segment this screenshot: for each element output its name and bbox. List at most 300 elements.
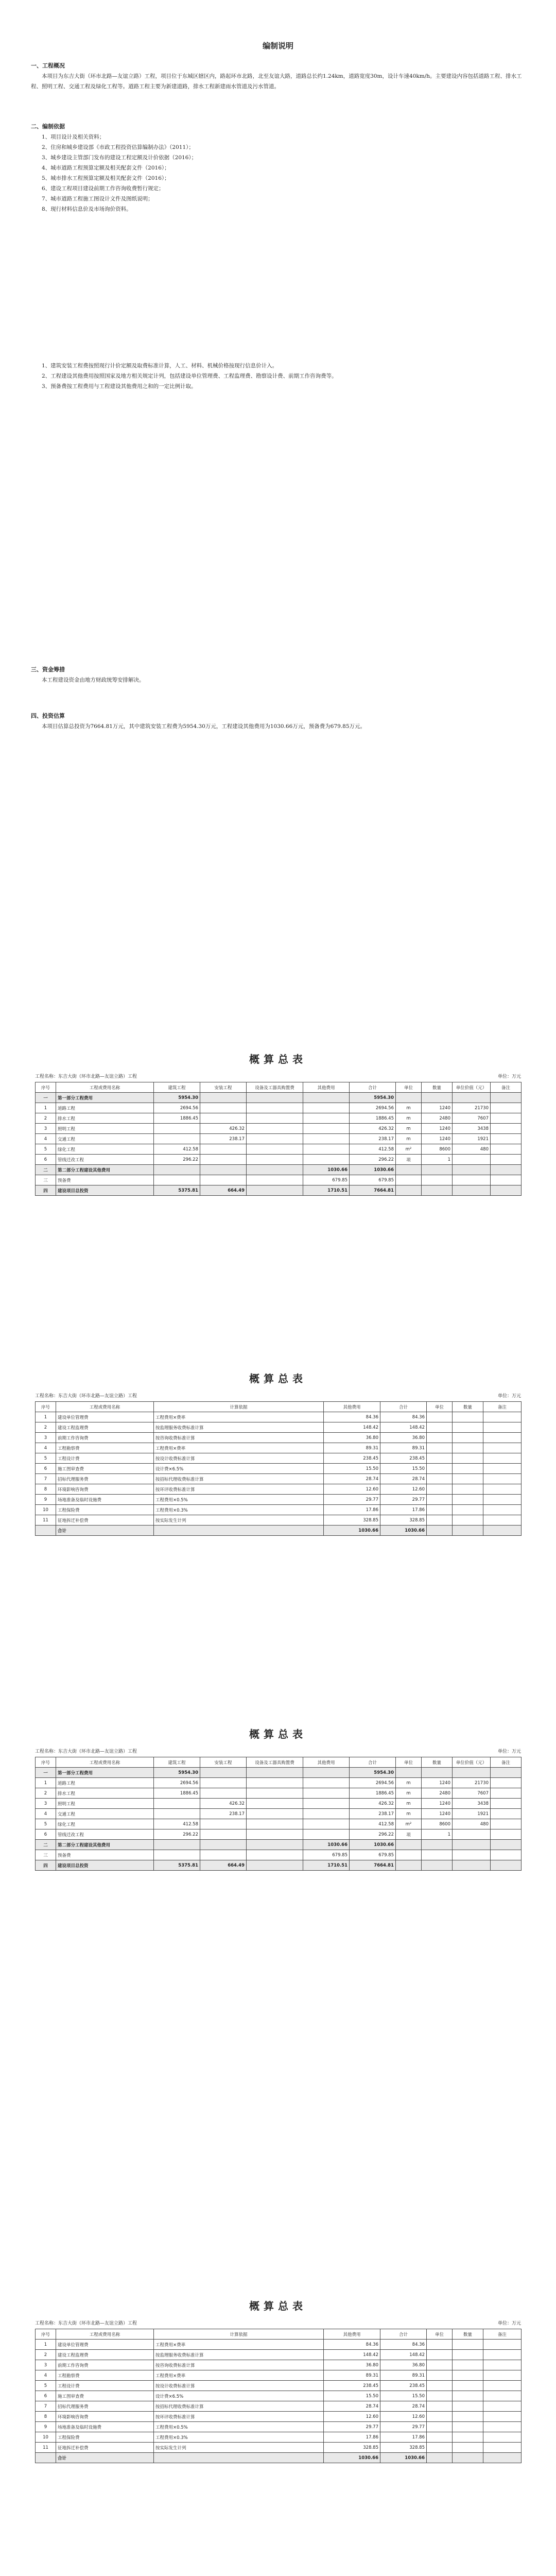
table-cell: 第一部分工程费用: [56, 1768, 154, 1778]
table-cell: 预备费: [56, 1175, 154, 1185]
table-cell: [491, 1788, 522, 1799]
table-cell: 2: [36, 1113, 56, 1124]
section-notes: [31, 361, 525, 392]
table-cell: 238.45: [324, 2381, 380, 2391]
table-cell: [453, 1165, 491, 1175]
table-cell: 工程费用×0.5%: [154, 2422, 324, 2432]
table-cell: [453, 2401, 483, 2412]
project-name: 工程名称：东吉大街（环市北路—友谊立路）工程: [35, 1074, 137, 1079]
table-cell: 场地准备及临时设施费: [56, 1495, 154, 1505]
table-cell: 工程保险费: [56, 2432, 154, 2443]
table-cell: 426.32: [200, 1124, 247, 1134]
table-cell: [154, 1526, 324, 1536]
note-item: 1、建筑安装工程费按照现行计价定额及取费标准计算，人工、材料、机械价格按现行信息价计入。: [42, 363, 278, 369]
table-cell: 10: [36, 1505, 56, 1515]
table-cell: 238.45: [380, 1453, 427, 1464]
table-cell: 1: [422, 1155, 453, 1165]
table-row: [36, 1860, 522, 1871]
table-cell: 按环评收费标准计算: [154, 2412, 324, 2422]
table-cell: 412.58: [154, 1819, 200, 1829]
table-cell: 36.80: [324, 2360, 380, 2370]
table-cell: [453, 1484, 483, 1495]
table-cell: 17.86: [324, 2432, 380, 2443]
table-cell: 1886.45: [350, 1113, 396, 1124]
summary-title: 概算总表: [249, 1372, 307, 1385]
table-cell: 交通工程: [56, 1134, 154, 1144]
table-cell: [453, 2350, 483, 2360]
table-cell: 21730: [453, 1778, 491, 1788]
table-row: [36, 2360, 522, 2370]
table-cell: [483, 2443, 522, 2453]
table-cell: m²: [396, 1819, 422, 1829]
summary-table-4-body: [36, 2340, 522, 2463]
table-cell: 5: [36, 1453, 56, 1464]
table-row: [36, 2401, 522, 2412]
table-row: [36, 1809, 522, 1819]
table-row: [36, 1185, 522, 1196]
table-cell: 2694.56: [350, 1103, 396, 1113]
table-cell: [36, 2453, 56, 2463]
table-cell: 1240: [422, 1809, 453, 1819]
table-cell: [491, 1860, 522, 1871]
table-cell: [427, 1464, 453, 1474]
header-cell: 序号: [36, 1082, 56, 1093]
table-cell: [427, 2350, 453, 2360]
table-cell: 679.85: [303, 1175, 350, 1185]
table-row: [36, 2391, 522, 2401]
header-cell: 备注: [491, 1757, 522, 1768]
table-cell: [200, 1165, 247, 1175]
table-cell: [154, 1175, 200, 1185]
section-overview: [31, 61, 525, 92]
summary-title: 概算总表: [249, 1053, 307, 1065]
table-cell: 2480: [422, 1788, 453, 1799]
table-cell: [483, 1443, 522, 1453]
table-cell: 场地准备及临时设施费: [56, 2422, 154, 2432]
table-cell: 绿化工程: [56, 1819, 154, 1829]
table-row: [36, 2453, 522, 2463]
table-cell: [453, 2443, 483, 2453]
table-cell: [491, 1124, 522, 1134]
table-cell: [491, 1799, 522, 1809]
unit-label: 单位：万元: [497, 2321, 521, 2326]
table-cell: [427, 2370, 453, 2381]
table-cell: [483, 2350, 522, 2360]
table-cell: 12.60: [324, 1484, 380, 1495]
table-cell: 84.36: [324, 1412, 380, 1422]
table-cell: [247, 1155, 303, 1165]
table-row: [36, 1433, 522, 1443]
table-cell: [453, 1453, 483, 1464]
table-cell: 12.60: [380, 1484, 427, 1495]
table-cell: 426.32: [350, 1799, 396, 1809]
table-cell: 建设工程监理费: [56, 1422, 154, 1433]
table-cell: [453, 2432, 483, 2443]
table-cell: 按实际发生计列: [154, 2443, 324, 2453]
header-cell: 计算依据: [154, 1402, 324, 1412]
table-cell: [483, 1422, 522, 1433]
table-cell: [247, 1144, 303, 1155]
table-cell: 2694.56: [154, 1778, 200, 1788]
table-cell: [491, 1175, 522, 1185]
table-cell: [427, 2453, 453, 2463]
summary-table-1: [35, 1082, 522, 1196]
table-cell: 1240: [422, 1124, 453, 1134]
table-cell: [36, 1526, 56, 1536]
table-cell: [427, 1515, 453, 1526]
table-row: [36, 1829, 522, 1840]
table-cell: [427, 2422, 453, 2432]
table-cell: [491, 1113, 522, 1124]
table-cell: [303, 1155, 350, 1165]
table-cell: [247, 1809, 303, 1819]
table-cell: 29.77: [324, 1495, 380, 1505]
table-cell: [453, 1526, 483, 1536]
table-row: [36, 2370, 522, 2381]
table-cell: [453, 2370, 483, 2381]
table-cell: 1: [36, 1778, 56, 1788]
table-cell: 1886.45: [154, 1788, 200, 1799]
table-cell: [491, 1850, 522, 1860]
header-cell: 备注: [483, 1402, 522, 1412]
table-cell: [453, 1412, 483, 1422]
table-cell: 照明工程: [56, 1799, 154, 1809]
table-cell: m: [396, 1778, 422, 1788]
table-cell: [303, 1113, 350, 1124]
table-row: [36, 1113, 522, 1124]
table-row: [36, 2412, 522, 2422]
table-cell: [491, 1829, 522, 1840]
summary-table-4: [35, 2329, 522, 2463]
table-row: [36, 1526, 522, 1536]
table-cell: [422, 1175, 453, 1185]
table-cell: [483, 1453, 522, 1464]
table-cell: m: [396, 1799, 422, 1809]
header-cell: 合计: [380, 1402, 427, 1412]
table-cell: [491, 1155, 522, 1165]
table-cell: [427, 2401, 453, 2412]
table-row: [36, 1799, 522, 1809]
table-cell: [247, 1829, 303, 1840]
section-text: 本项目估算总投资为7664.81万元，其中建筑安装工程费为5954.30万元，工程建设其他费用为1030.66万元，预备费为679.85万元。: [42, 723, 366, 730]
table-cell: 296.22: [350, 1829, 396, 1840]
table-cell: [422, 1093, 453, 1103]
header-cell: 建筑工程: [154, 1082, 200, 1093]
table-cell: [303, 1778, 350, 1788]
header-cell: 其他费用: [303, 1757, 350, 1768]
table-cell: [427, 1474, 453, 1484]
table-cell: [483, 1412, 522, 1422]
table-cell: 1: [36, 1412, 56, 1422]
table-cell: 89.31: [380, 1443, 427, 1453]
table-cell: 6: [36, 2391, 56, 2401]
table-cell: 6: [36, 1829, 56, 1840]
header-cell: 备注: [491, 1082, 522, 1093]
table-cell: [303, 1134, 350, 1144]
table-cell: 2694.56: [154, 1103, 200, 1113]
table-cell: 照明工程: [56, 1124, 154, 1134]
table-cell: [247, 1840, 303, 1850]
table-cell: 2: [36, 2350, 56, 2360]
table-cell: 按环评收费标准计算: [154, 1484, 324, 1495]
table-cell: 第一部分工程费用: [56, 1093, 154, 1103]
table-cell: 项: [396, 1155, 422, 1165]
table-cell: 36.80: [380, 2360, 427, 2370]
table-cell: [453, 1422, 483, 1433]
header-cell: 设备及工器具购置费: [247, 1082, 303, 1093]
table-cell: [453, 2412, 483, 2422]
table-cell: 工程费用×费率: [154, 2370, 324, 2381]
table-cell: [453, 1515, 483, 1526]
table-cell: [453, 1443, 483, 1453]
table-cell: [427, 1484, 453, 1495]
table-cell: [396, 1175, 422, 1185]
table-row: [36, 1453, 522, 1464]
table-cell: [453, 1768, 491, 1778]
table-cell: [453, 1093, 491, 1103]
table-cell: 1: [36, 2340, 56, 2350]
table-cell: 238.45: [380, 2381, 427, 2391]
table-cell: 480: [453, 1144, 491, 1155]
table-cell: [483, 1474, 522, 1484]
table-cell: [453, 1829, 491, 1840]
table-cell: [453, 1860, 491, 1871]
table-cell: m: [396, 1134, 422, 1144]
table-cell: 按设计收费标准计算: [154, 2381, 324, 2391]
table-cell: [453, 2360, 483, 2370]
table-cell: [427, 1412, 453, 1422]
table-cell: 前期工作咨询费: [56, 2360, 154, 2370]
table-cell: 89.31: [324, 1443, 380, 1453]
table-cell: [453, 1433, 483, 1443]
table-cell: 工程费用×费率: [154, 2340, 324, 2350]
table-cell: [247, 1799, 303, 1809]
header-cell: 序号: [36, 2329, 56, 2340]
table-cell: 148.42: [380, 2350, 427, 2360]
table-cell: [200, 1113, 247, 1124]
table-cell: 296.22: [154, 1829, 200, 1840]
table-cell: 1030.66: [380, 2453, 427, 2463]
table-row: [36, 2443, 522, 2453]
table-cell: [200, 1850, 247, 1860]
table-cell: [396, 1768, 422, 1778]
table-cell: 合计: [56, 2453, 154, 2463]
table-cell: 4: [36, 1134, 56, 1144]
table-cell: 工程保险费: [56, 1505, 154, 1515]
table-cell: [483, 1433, 522, 1443]
table-cell: 15.50: [380, 1464, 427, 1474]
table-cell: 7607: [453, 1788, 491, 1799]
table-cell: [453, 1495, 483, 1505]
table-cell: 1030.66: [303, 1165, 350, 1175]
table-cell: [427, 1443, 453, 1453]
table-cell: 15.50: [380, 2391, 427, 2401]
table-cell: [483, 1515, 522, 1526]
table-row: [36, 1505, 522, 1515]
table-cell: 6: [36, 1155, 56, 1165]
table-cell: [453, 1185, 491, 1196]
table-cell: 招标代理服务费: [56, 1474, 154, 1484]
summary-table-2-body: [36, 1412, 522, 1536]
table-cell: 按实际发生计列: [154, 1515, 324, 1526]
table-cell: 679.85: [303, 1850, 350, 1860]
table-cell: 84.36: [380, 1412, 427, 1422]
section-title: 二、编制依据: [31, 123, 65, 130]
table-cell: 29.77: [380, 2422, 427, 2432]
table-cell: [491, 1768, 522, 1778]
doc-title: 编制说明: [262, 41, 293, 50]
table-cell: [491, 1103, 522, 1113]
table-cell: [303, 1768, 350, 1778]
table-cell: 按监理服务收费标准计算: [154, 2350, 324, 2360]
table-row: [36, 1495, 522, 1505]
table-row: [36, 1165, 522, 1175]
table-cell: 28.74: [324, 2401, 380, 2412]
summary-table-2: [35, 1401, 522, 1536]
table-cell: [453, 1175, 491, 1185]
table-cell: 7664.81: [350, 1185, 396, 1196]
table-cell: 664.49: [200, 1185, 247, 1196]
table-cell: 412.58: [350, 1819, 396, 1829]
table-cell: 1240: [422, 1134, 453, 1144]
table-cell: 7607: [453, 1113, 491, 1124]
table-cell: 按监理服务收费标准计算: [154, 1422, 324, 1433]
table-cell: 4: [36, 1443, 56, 1453]
table-cell: [247, 1134, 303, 1144]
table-cell: [427, 2432, 453, 2443]
table-row: [36, 1484, 522, 1495]
header-cell: 数量: [422, 1757, 453, 1768]
table-row: [36, 2340, 522, 2350]
table-cell: 148.42: [324, 2350, 380, 2360]
section-basis: [31, 122, 525, 214]
table-cell: 5954.30: [154, 1768, 200, 1778]
table-cell: 1240: [422, 1799, 453, 1809]
table-cell: [303, 1799, 350, 1809]
table-cell: 1710.51: [303, 1185, 350, 1196]
unit-label: 单位：万元: [497, 1749, 521, 1754]
header-cell: 单位: [396, 1757, 422, 1768]
table-row: [36, 2350, 522, 2360]
header-cell: 合计: [380, 2329, 427, 2340]
table-cell: [427, 2340, 453, 2350]
table-cell: 按咨询收费标准计算: [154, 1433, 324, 1443]
section-text: 本项目为东吉大街（环市北路—友谊立路）工程，项目位于东城区辖区内，路起环市北路，北至友谊大路，道路总长约1.24km，道路宽度30m，设计车速40km/h。主要建设内容包括道路工程、排水工程、照明工程、交通工程及绿化工程等。道路工程主要为新建道路，排水工程新建雨水管道及污水管道。: [31, 73, 522, 90]
table-cell: [491, 1185, 522, 1196]
table-cell: m: [396, 1103, 422, 1113]
table-cell: 12.60: [324, 2412, 380, 2422]
header-cell: 备注: [483, 2329, 522, 2340]
table-cell: 工程费用×费率: [154, 1443, 324, 1453]
table-row: [36, 1093, 522, 1103]
table-cell: 四: [36, 1860, 56, 1871]
table-cell: [453, 1155, 491, 1165]
table-cell: 1030.66: [350, 1840, 396, 1850]
table-cell: 238.17: [200, 1134, 247, 1144]
table-cell: [154, 1124, 200, 1134]
table-cell: [200, 1144, 247, 1155]
section-title: 三、资金筹措: [31, 666, 65, 673]
table-cell: 环境影响咨询费: [56, 1484, 154, 1495]
header-cell: 合计: [350, 1757, 396, 1768]
table-cell: 1240: [422, 1103, 453, 1113]
table-cell: [491, 1144, 522, 1155]
table-cell: [396, 1840, 422, 1850]
table-cell: 296.22: [350, 1155, 396, 1165]
table-cell: 一: [36, 1768, 56, 1778]
list-item: 7、城市道路工程施工图设计文件及图纸说明；: [42, 196, 153, 202]
table-cell: m²: [396, 1144, 422, 1155]
table-cell: 建设项目总投资: [56, 1185, 154, 1196]
unit-label: 单位：万元: [497, 1074, 521, 1079]
table-cell: 480: [453, 1819, 491, 1829]
table-cell: 交通工程: [56, 1809, 154, 1819]
table-cell: [200, 1829, 247, 1840]
table-cell: [483, 2370, 522, 2381]
table-cell: 管线迁改工程: [56, 1829, 154, 1840]
table-cell: [247, 1768, 303, 1778]
table-cell: [427, 2412, 453, 2422]
header-cell: 单位: [427, 1402, 453, 1412]
table-cell: 工程设计费: [56, 2381, 154, 2391]
table-cell: 17.86: [380, 2432, 427, 2443]
table-row: [36, 1515, 522, 1526]
table-cell: 89.31: [324, 2370, 380, 2381]
table-cell: 按招标代理收费标准计算: [154, 2401, 324, 2412]
table-cell: 3: [36, 1124, 56, 1134]
header-cell: 安装工程: [200, 1757, 247, 1768]
table-cell: 7: [36, 1474, 56, 1484]
table-cell: 1921: [453, 1809, 491, 1819]
table-cell: [247, 1185, 303, 1196]
table-cell: 施工图审查费: [56, 1464, 154, 1474]
table-cell: 1030.66: [303, 1840, 350, 1850]
table-cell: [303, 1124, 350, 1134]
table-row: [36, 1134, 522, 1144]
table-cell: 7: [36, 2401, 56, 2412]
table-cell: 1710.51: [303, 1860, 350, 1871]
table-cell: 29.77: [380, 1495, 427, 1505]
table-cell: [303, 1829, 350, 1840]
table-cell: [483, 2412, 522, 2422]
table-cell: 建设项目总投资: [56, 1860, 154, 1871]
table-cell: [247, 1165, 303, 1175]
table-cell: 施工图审查费: [56, 2391, 154, 2401]
summary-title: 概算总表: [249, 2300, 307, 2312]
table-cell: [483, 2432, 522, 2443]
table-cell: 第二部分工程建设其他费用: [56, 1165, 154, 1175]
table-cell: 排水工程: [56, 1788, 154, 1799]
summary-title: 概算总表: [249, 1728, 307, 1740]
table-cell: 第二部分工程建设其他费用: [56, 1840, 154, 1850]
table-cell: 12.60: [380, 2412, 427, 2422]
table-cell: [247, 1124, 303, 1134]
table-cell: [247, 1850, 303, 1860]
table-row: [36, 1840, 522, 1850]
table-cell: [247, 1819, 303, 1829]
table-cell: 三: [36, 1850, 56, 1860]
table-cell: 11: [36, 1515, 56, 1526]
table-cell: 5375.81: [154, 1185, 200, 1196]
summary-table-1-body: [36, 1093, 522, 1196]
table-cell: [491, 1819, 522, 1829]
table-cell: 89.31: [380, 2370, 427, 2381]
table-cell: 296.22: [154, 1155, 200, 1165]
table-cell: 1886.45: [350, 1788, 396, 1799]
table-cell: 2480: [422, 1113, 453, 1124]
table-cell: 328.85: [380, 1515, 427, 1526]
table-cell: 5954.30: [350, 1093, 396, 1103]
